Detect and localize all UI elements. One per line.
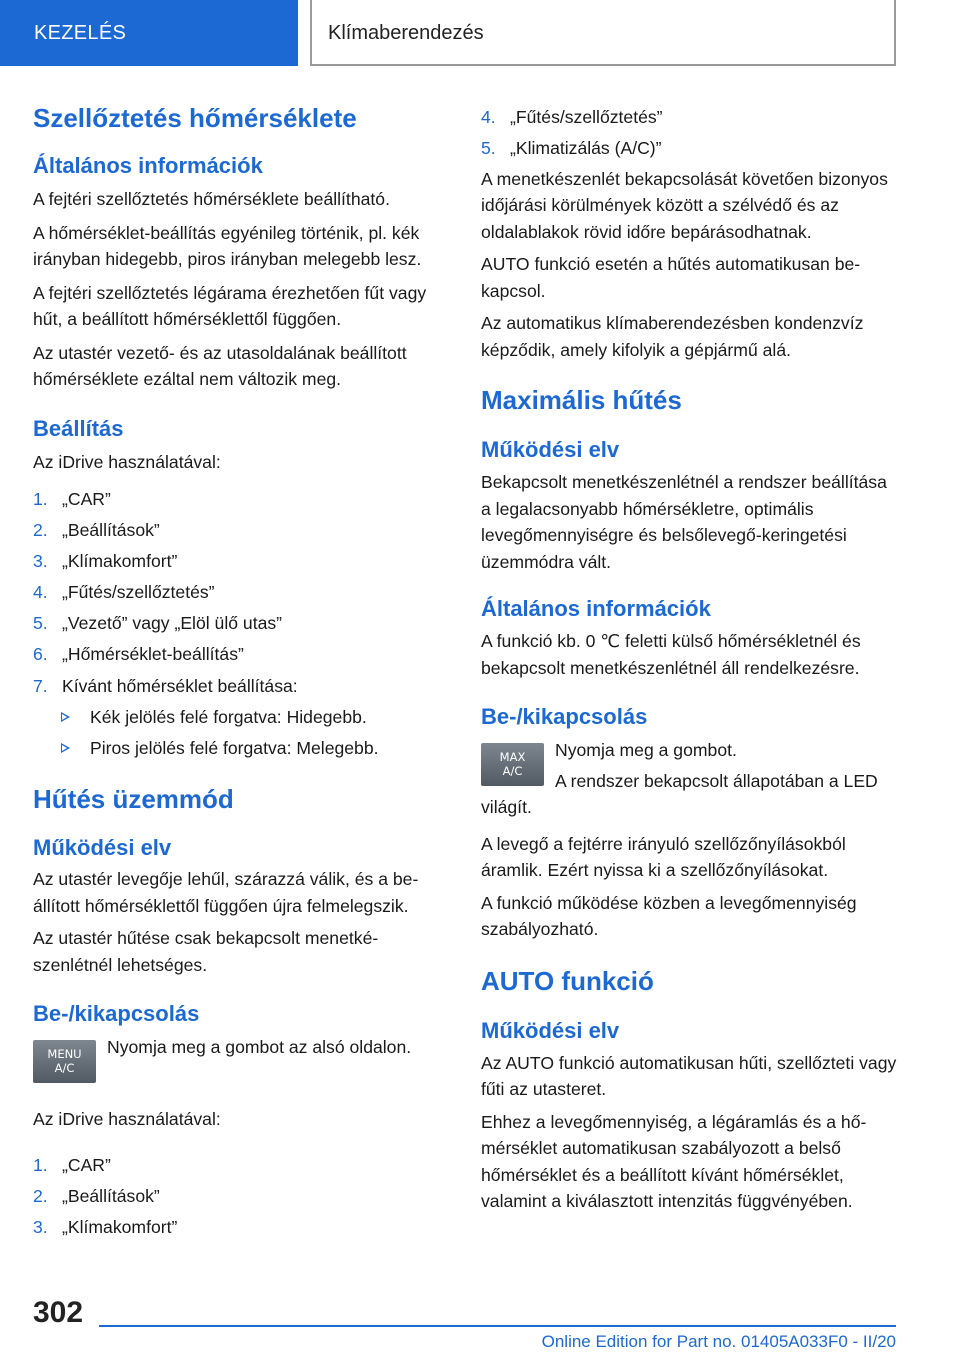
paragraph: A funkció kb. 0 ℃ feletti külső hőmérsékletnél és bekapcsolt menetkészenlétnél áll rendelkezésre. — [481, 631, 861, 678]
list-item: 5. „Klimatizálás (A/C)” — [481, 138, 662, 159]
paragraph: A rendszer bekapcsolt állapotában a LED világít. — [481, 770, 878, 818]
edition-note: Online Edition for Part no. 01405A033F0 - II/20 — [541, 1332, 896, 1351]
paragraph: Az iDrive használatával: — [33, 451, 221, 472]
heading-on-off: Be-/kikapcsolás — [33, 1001, 200, 1027]
list-item: 2. „Beállítások” — [33, 520, 160, 541]
triangle-bullet-icon — [61, 712, 70, 722]
paragraph: Az AUTO funkció automatikusan hűti, szellőzteti vagy fűti az utasteret. — [481, 1052, 897, 1100]
paragraph: A funkció működése közben a levegőmennyiség szabályozható. — [481, 892, 857, 940]
heading-on-off: Be-/kikapcsolás — [481, 704, 648, 730]
list-item: 4. „Fűtés/szellőztetés” — [33, 582, 215, 603]
button-instruction — [33, 1034, 451, 1094]
section-tab: KEZELÉS — [0, 0, 298, 66]
paragraph: Az iDrive használatával: — [33, 1109, 221, 1130]
right-column — [481, 100, 899, 1215]
paragraph: Nyomja meg a gombot. — [555, 740, 737, 761]
footer-divider — [99, 1325, 896, 1327]
list-item: 2. „Beállítások” — [33, 1185, 160, 1206]
list-item: 6. „Hőmérséklet-beállítás” — [33, 644, 244, 665]
steps-list — [481, 104, 899, 162]
page-header — [0, 0, 960, 66]
list-item: 7. Kívánt hőmérséklet beállítása: — [33, 675, 298, 696]
button-instruction — [481, 737, 899, 821]
paragraph: Bekapcsolt menetkészenlétnél a rendszer beállítása a legalacsonyabb hőmérsékletre, optimális levegőmennyiségre és belsőlevegő-keringetési üzemmódra vált. — [481, 472, 887, 572]
sub-list-item: Piros jelölés felé forgatva: Melegebb. — [33, 735, 451, 762]
paragraph: A levegő a fejtérre irányuló szellőzőnyílásokból áramlik. Ezért nyissa ki a szellőzőnyílásokat. — [481, 833, 846, 881]
heading-vent-temperature: Szellőztetés hőmérséklete — [33, 103, 357, 133]
paragraph: A menetkészenlét bekapcsolását követően bizonyos időjárási körülmények között a szélvédő és az oldalablakok rövid időre bepárásodhatnak. — [481, 168, 888, 242]
heading-auto-function: AUTO funkció — [481, 965, 654, 996]
heading-max-cooling: Maximális hűtés — [481, 385, 682, 416]
steps-list — [33, 1152, 451, 1241]
list-item: 3. „Klímakomfort” — [33, 551, 178, 572]
page-number: 302 — [33, 1296, 84, 1329]
sub-list-item: Kék jelölés felé forgatva: Hidegebb. — [33, 704, 451, 731]
list-item: 5. „Vezető” vagy „Elöl ülő utas” — [33, 613, 283, 634]
list-item: 3. „Klímakomfort” — [33, 1216, 178, 1237]
paragraph: A hőmérséklet-beállítás egyénileg történik, pl. kék irányban hidegebb, piros irányban melegebb lesz. — [33, 222, 422, 269]
heading-principle: Működési elv — [33, 835, 172, 861]
heading-cooling-mode: Hűtés üzemmód — [33, 784, 234, 815]
heading-principle: Működési elv — [481, 1017, 620, 1043]
paragraph: Az automatikus klímaberendezésben kondenzvíz képződik, amely kifolyik a gépjármű alá. — [481, 313, 864, 360]
paragraph: A fejtéri szellőztetés légárama érezhetően fűt vagy hűt, a beállított hőmérséklettől függően. — [33, 282, 427, 329]
chapter-title: Klímaberendezés — [310, 0, 896, 66]
heading-principle: Működési elv — [481, 437, 620, 463]
steps-list — [33, 486, 451, 761]
list-item: 1. „CAR” — [33, 1154, 111, 1175]
list-item: 1. „CAR” — [33, 489, 111, 509]
paragraph: Az utastér hűtése csak bekapcsolt menetkészenlétnél lehetséges. — [33, 928, 379, 975]
menu-ac-button-icon: MENU A/C — [33, 1040, 96, 1083]
heading-setting: Beállítás — [33, 415, 124, 441]
heading-general-info: Általános információk — [33, 153, 263, 178]
paragraph: Nyomja meg a gombot az alsó oldalon. — [107, 1037, 412, 1058]
list-item: 4. „Fűtés/szellőztetés” — [481, 107, 663, 127]
paragraph: Az utastér levegője lehűl, szárazzá válik, és a beállított hőmérséklettől függően újra felmelegszik. — [33, 869, 419, 916]
paragraph: AUTO funkció esetén a hűtés automatikusan bekapcsol. — [481, 254, 861, 301]
paragraph: Ehhez a levegőmennyiség, a légáramlás és a hőmérséklet automatikusan szabályozott a belső hőmérséklet és a beállított kívánt hőmérséklet, valamint a kiválasztott intenzitás függvényében. — [481, 1111, 867, 1212]
paragraph: Az utastér vezető- és az utasoldalának beállított hőmérséklete ezáltal nem változik meg. — [33, 342, 407, 389]
max-ac-button-icon: MAX A/C — [481, 743, 544, 786]
left-column — [33, 100, 451, 1240]
heading-general-info: Általános információk — [481, 596, 711, 622]
triangle-bullet-icon — [61, 743, 70, 753]
paragraph: A fejtéri szellőztetés hőmérséklete beállítható. — [33, 189, 390, 209]
